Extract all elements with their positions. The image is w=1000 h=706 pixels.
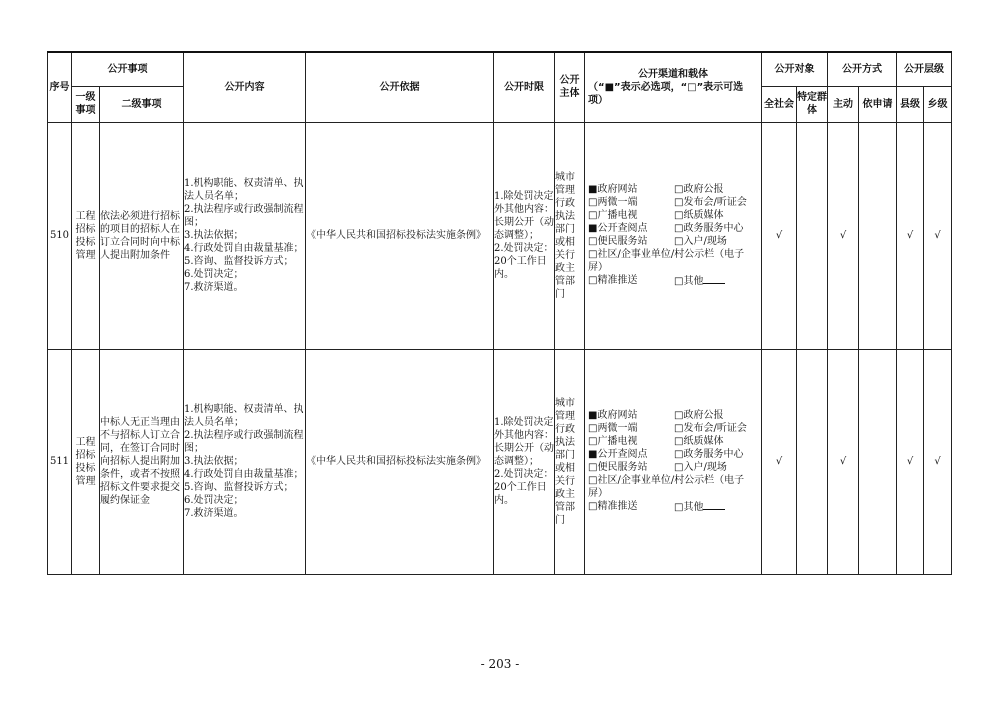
channel-item: □发布会/听证会	[674, 197, 747, 208]
header-content: 公开内容	[184, 52, 306, 122]
mark-request	[859, 349, 897, 574]
channel-item: □精准推送	[588, 275, 638, 286]
channel-item: □政务服务中心	[674, 223, 744, 234]
header-level: 公开层级	[897, 52, 952, 86]
channel-item: □两微一端	[588, 197, 638, 208]
header-level-town: 乡级	[924, 86, 952, 122]
channel-item: ■政府网站	[588, 184, 638, 195]
content-line: 7.救济渠道。	[184, 282, 244, 293]
channel-item: □政府公报	[674, 184, 724, 195]
row-channels	[585, 122, 762, 349]
content-line: 2.执法程序或行政强制流程图；	[184, 430, 304, 454]
blank-line	[703, 500, 725, 510]
period-line: 2.处罚决定：20个工作日内。	[494, 243, 554, 280]
mark-all: √	[762, 122, 797, 349]
table-row	[48, 122, 952, 349]
content-line: 5.咨询、监督投诉方式；	[184, 256, 294, 267]
channel-item: □纸质媒体	[674, 436, 724, 447]
period-line: 2.处罚决定：20个工作日内。	[494, 469, 554, 506]
content-line: 3.执法依据；	[184, 456, 244, 467]
channel-item: □社区/企事业单位/村公示栏（电子屏）	[588, 475, 745, 499]
mark-county: √	[897, 122, 924, 349]
header-level-county: 县级	[897, 86, 924, 122]
content-line: 3.执法依据；	[184, 230, 244, 241]
header-method: 公开方式	[828, 52, 897, 86]
row-level2: 中标人无正当理由不与招标人订立合同，在签订合同时向招标人提出附加条件，或者不按照招标文件要求提交履约保证金	[100, 349, 184, 574]
header-subject: 公开主体	[555, 52, 585, 122]
mark-group	[797, 122, 828, 349]
channel-item-other	[674, 500, 758, 514]
content-line: 7.救济渠道。	[184, 508, 244, 519]
channel-item: □纸质媒体	[674, 210, 724, 221]
row-basis: 《中华人民共和国招标投标法实施条例》	[306, 122, 494, 349]
mark-active: √	[828, 122, 859, 349]
row-period	[494, 122, 555, 349]
disclosure-table	[47, 51, 952, 575]
channel-item: □政务服务中心	[674, 449, 744, 460]
header-seq: 序号	[48, 52, 72, 122]
row-content	[184, 122, 306, 349]
channel-item: □两微一端	[588, 423, 638, 434]
channel-item: ■公开查阅点	[588, 449, 648, 460]
header-channel	[585, 52, 762, 122]
content-line: 6.处罚决定；	[184, 495, 244, 506]
mark-town: √	[924, 122, 952, 349]
header-target: 公开对象	[762, 52, 828, 86]
content-line: 2.执法程序或行政强制流程图；	[184, 204, 304, 228]
header-period: 公开时限	[494, 52, 555, 122]
row-seq: 510	[48, 122, 72, 349]
content-line: 1.机构职能、权责清单、执法人员名单；	[184, 404, 304, 428]
period-line: 1.除处罚决定外其他内容：长期公开（动态调整）；	[494, 191, 554, 241]
period-line: 1.除处罚决定外其他内容：长期公开（动态调整）；	[494, 417, 554, 467]
channel-item: □社区/企事业单位/村公示栏（电子屏）	[588, 249, 745, 273]
row-content	[184, 349, 306, 574]
mark-request	[859, 122, 897, 349]
table-row	[48, 349, 952, 574]
row-subject: 城市管理行政执法部门或相关行政主管部门	[555, 122, 585, 349]
header-items: 公开事项	[72, 52, 184, 86]
row-seq: 511	[48, 349, 72, 574]
channel-item: □入户/现场	[674, 462, 727, 473]
channel-item: □入户/现场	[674, 236, 727, 247]
content-line: 4.行政处罚自由裁量基准；	[184, 469, 304, 480]
mark-active: √	[828, 349, 859, 574]
row-level1: 工程招标投标管理	[72, 349, 100, 574]
row-level2: 依法必须进行招标的项目的招标人在订立合同时向中标人提出附加条件	[100, 122, 184, 349]
channel-item: □广播电视	[588, 210, 638, 221]
channel-item: ■政府网站	[588, 410, 638, 421]
header-basis: 公开依据	[306, 52, 494, 122]
channel-other-label: □其他	[674, 276, 704, 287]
blank-line	[703, 274, 725, 284]
channel-item: □政府公报	[674, 410, 724, 421]
row-subject: 城市管理行政执法部门或相关行政主管部门	[555, 349, 585, 574]
mark-town: √	[924, 349, 952, 574]
mark-group	[797, 349, 828, 574]
channel-other-label: □其他	[674, 502, 704, 513]
content-line: 6.处罚决定；	[184, 269, 244, 280]
header-channel-note: （“■”表示必选项，“□”表示可选项）	[588, 81, 744, 106]
page-number: - 203 -	[480, 657, 520, 671]
mark-county: √	[897, 349, 924, 574]
row-period	[494, 349, 555, 574]
channel-item-other	[674, 274, 758, 288]
content-line: 1.机构职能、权责清单、执法人员名单；	[184, 178, 304, 202]
row-basis: 《中华人民共和国招标投标法实施条例》	[306, 349, 494, 574]
row-channels	[585, 349, 762, 574]
content-line: 4.行政处罚自由裁量基准；	[184, 243, 304, 254]
header-channel-title: 公开渠道和载体	[638, 68, 708, 80]
channel-item: □发布会/听证会	[674, 423, 747, 434]
header-method-active: 主动	[828, 86, 859, 122]
channel-item: □精准推送	[588, 501, 638, 512]
header-target-group: 特定群体	[797, 86, 828, 122]
content-line: 5.咨询、监督投诉方式；	[184, 482, 294, 493]
header-method-request: 依申请	[859, 86, 897, 122]
channel-item: □便民服务站	[588, 236, 648, 247]
channel-item: □便民服务站	[588, 462, 648, 473]
header-level2: 二级事项	[100, 86, 184, 122]
channel-item: ■公开查阅点	[588, 223, 648, 234]
channel-item: □广播电视	[588, 436, 638, 447]
header-level1: 一级事项	[72, 86, 100, 122]
row-level1: 工程招标投标管理	[72, 122, 100, 349]
header-target-all: 全社会	[762, 86, 797, 122]
mark-all: √	[762, 349, 797, 574]
